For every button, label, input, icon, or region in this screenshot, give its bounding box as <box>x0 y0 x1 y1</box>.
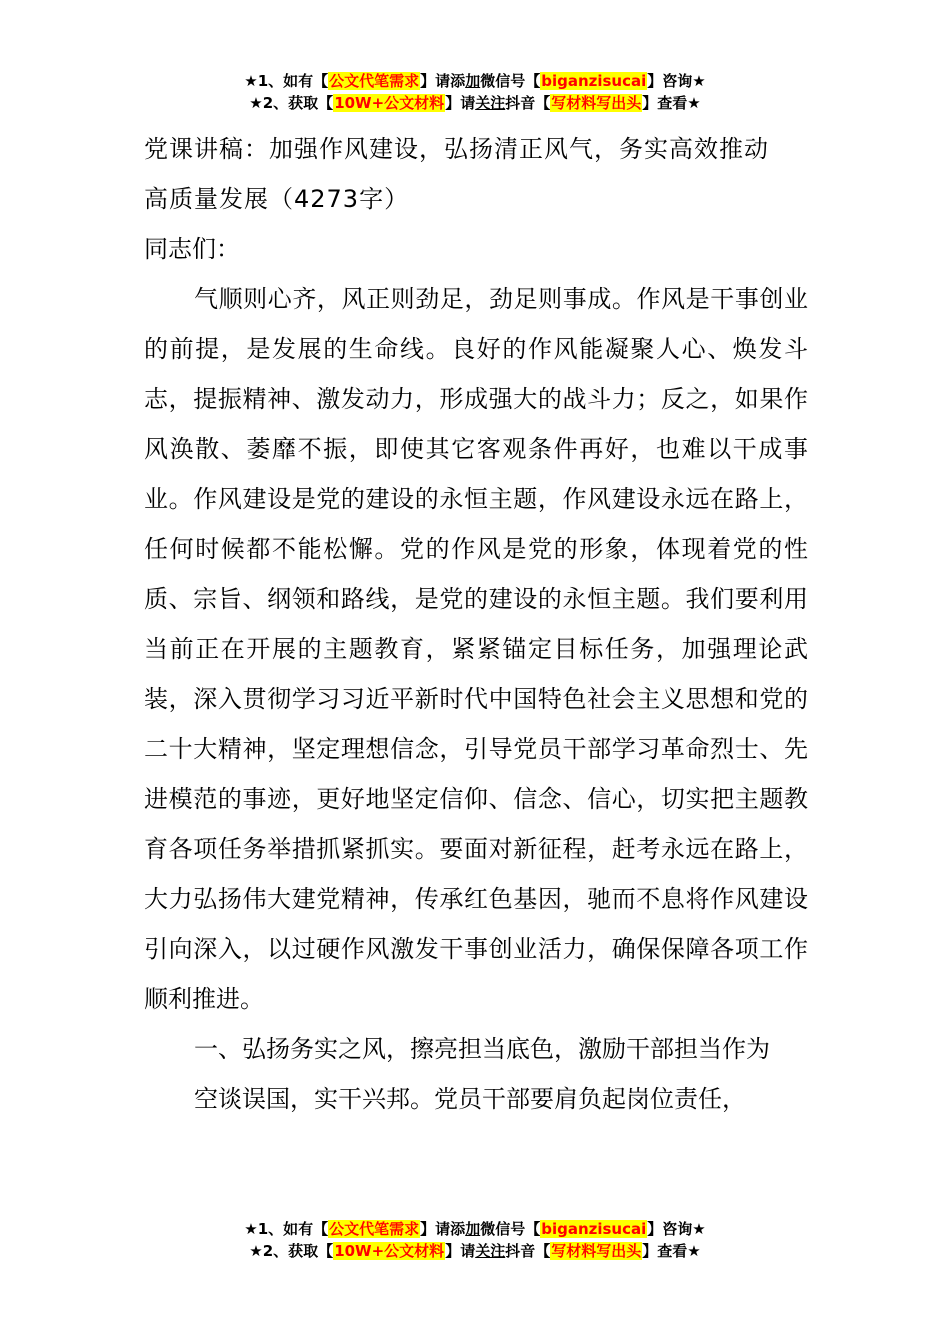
banner-line-1: ★1、如有【公文代笔需求】请添加微信号【biganzisucai】咨询★ <box>244 1220 706 1238</box>
paragraph-section-1: 空谈误国，实干兴邦。党员干部要肩负起岗位责任， <box>194 1085 746 1113</box>
highlight-douyin: 写材料写出头 <box>551 94 642 112</box>
highlight-service: 公文代笔需求 <box>329 72 420 90</box>
banner-line-2: ★2、获取【10W+公文材料】请关注抖音【写材料写出头】查看★ <box>249 94 701 112</box>
paragraph-intro: 气顺则心齐，风正则劲足，劲足则事成。作风是干事创业的前提，是发展的生命线。良好的作风能凝聚人心、焕发斗志，提振精神、激发动力，形成强大的战斗力；反之，如果作风涣散、萎靡不振，即使其它客观条件再好，也难以干成事业。作风建设是党的建设的永恒主题，作风建设永远在路上，任何时候都不能松懈。党的作风是党的形象，体现着党的性质、宗旨、纲领和路线，是党的建设的永恒主题。我们要利用当前正在开展的主题教育，紧紧锚定目标任务，加强理论武装，深入贯彻学习习近平新时代中国特色社会主义思想和党的二十大精神，坚定理想信念，引导党员干部学习革命烈士、先进模范的事迹，更好地坚定信仰、信念、信心，切实把主题教育各项任务举措抓紧抓实。要面对新征程，赶考永远在路上，大力弘扬伟大建党精神，传承红色基因，驰而不息将作风建设引向深入，以过硬作风激发干事创业活力，确保保障各项工作顺利推进。 <box>144 285 808 1013</box>
document-title: 党课讲稿：加强作风建设，弘扬清正风气，务实高效推动 高质量发展（4273字） <box>144 135 769 213</box>
highlight-wechat-id: biganzisucai <box>541 1220 647 1238</box>
highlight-materials: 10W+公文材料 <box>334 94 445 112</box>
top-banner <box>0 70 950 114</box>
highlight-service: 公文代笔需求 <box>329 1220 420 1238</box>
highlight-materials: 10W+公文材料 <box>334 1242 445 1260</box>
banner-line-1: ★1、如有【公文代笔需求】请添加微信号【biganzisucai】咨询★ <box>244 72 706 90</box>
salutation: 同志们： <box>144 235 240 263</box>
document-body <box>144 124 808 1124</box>
bottom-banner <box>0 1218 950 1262</box>
highlight-wechat-id: biganzisucai <box>541 72 647 90</box>
highlight-douyin: 写材料写出头 <box>551 1242 642 1260</box>
banner-line-2: ★2、获取【10W+公文材料】请关注抖音【写材料写出头】查看★ <box>249 1242 701 1260</box>
section-heading-1: 一、弘扬务实之风，擦亮担当底色，激励干部担当作为 <box>194 1035 770 1063</box>
